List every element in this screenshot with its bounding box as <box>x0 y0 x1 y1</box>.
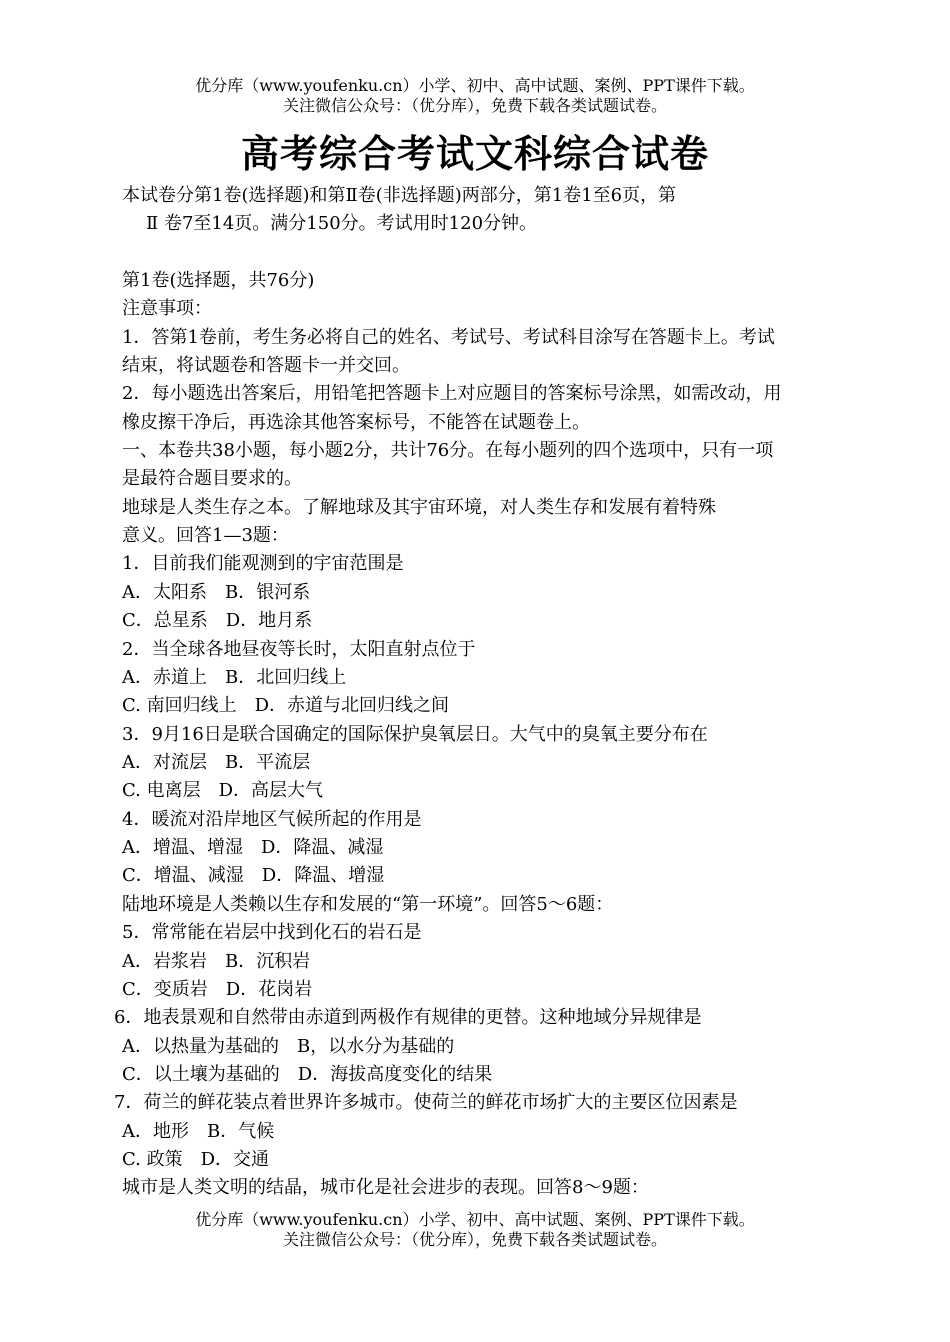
question-7: 7．荷兰的鲜花装点着世界许多城市。使荷兰的鲜花市场扩大的主要区位因素是 <box>114 1092 738 1113</box>
question-1-options-ab: A．太阳系 B．银河系 <box>122 582 311 603</box>
page-footer <box>0 1210 950 1250</box>
question-7-options-ab: A．地形 B．气候 <box>122 1121 275 1142</box>
part-1-line-1: 一、本卷共38小题，每小题2分，共计76分。在每小题列的四个选项中，只有一项 <box>122 440 774 461</box>
question-7-options-cd: C. 政策 D．交通 <box>122 1149 270 1170</box>
question-2-options-ab: A．赤道上 B．北回归线上 <box>122 667 347 688</box>
footer-line-1: 优分库（www.youfenku.cn）小学、初中、高中试题、案例、PPT课件下载。 <box>195 1210 755 1229</box>
question-2-options-cd: C. 南回归线上 D．赤道与北回归线之间 <box>122 695 450 716</box>
question-6-options-ab: A．以热量为基础的 B，以水分为基础的 <box>122 1036 455 1057</box>
footer-line-2: 关注微信公众号：（优分库），免费下载各类试题试卷。 <box>282 1230 667 1249</box>
question-4-options-1: A．增温、增湿 D．降温、减湿 <box>122 837 384 858</box>
question-5: 5．常常能在岩层中找到化石的岩石是 <box>122 922 422 943</box>
question-1-options-cd: C．总星系 D．地月系 <box>122 610 313 631</box>
question-4: 4．暖流对沿岸地区气候所起的作用是 <box>122 809 422 830</box>
passage-3: 城市是人类文明的结晶，城市化是社会进步的表现。回答8～9题： <box>122 1177 649 1198</box>
passage-1-line-1: 地球是人类生存之本。了解地球及其宇宙环境，对人类生存和发展有着特殊 <box>122 497 716 518</box>
question-6-options-cd: C．以土壤为基础的 D．海拔高度变化的结果 <box>122 1064 493 1085</box>
question-3: 3．9月16日是联合国确定的国际保护臭氧层日。大气中的臭氧主要分布在 <box>122 724 708 745</box>
question-3-options-ab: A．对流层 B．平流层 <box>122 752 311 773</box>
header-line-2: 关注微信公众号：（优分库），免费下载各类试题试卷。 <box>282 96 667 115</box>
question-6: 6．地表景观和自然带由赤道到两极作有规律的更替。这种地域分异规律是 <box>114 1007 702 1028</box>
question-5-options-ab: A．岩浆岩 B．沉积岩 <box>122 951 311 972</box>
notice-2-line-1: 2．每小题选出答案后，用铅笔把答题卡上对应题目的答案标号涂黑，如需改动，用 <box>122 383 782 404</box>
page-header <box>0 76 950 116</box>
question-2: 2．当全球各地昼夜等长时，太阳直射点位于 <box>122 639 476 660</box>
part-1-line-2: 是最符合题目要求的。 <box>122 468 302 489</box>
question-1: 1．目前我们能观测到的宇宙范围是 <box>122 553 404 574</box>
header-line-1: 优分库（www.youfenku.cn）小学、初中、高中试题、案例、PPT课件下载。 <box>195 76 755 95</box>
section-heading: 第1卷(选择题，共76分) <box>122 270 315 291</box>
notice-2-line-2: 橡皮擦干净后，再选涂其他答案标号，不能答在试题卷上。 <box>122 412 590 433</box>
passage-1-line-2: 意义。回答1—3题： <box>122 525 289 546</box>
intro-line-2: Ⅱ 卷7至14页。满分150分。考试用时120分钟。 <box>146 213 538 234</box>
passage-2: 陆地环境是人类赖以生存和发展的“第一环境”。回答5～6题： <box>122 894 614 915</box>
question-3-options-cd: C. 电离层 D．高层大气 <box>122 780 324 801</box>
notice-1-line-1: 1．答第1卷前，考生务必将自己的姓名、考试号、考试科目涂写在答题卡上。考试 <box>122 327 775 348</box>
question-4-options-2: C．增温、减湿 D．降温、增湿 <box>122 865 385 886</box>
notice-label: 注意事项： <box>122 298 212 319</box>
exam-title: 高考综合考试文科综合试卷 <box>240 131 709 176</box>
intro-line-1: 本试卷分第1卷(选择题)和第Ⅱ卷(非选择题)两部分，第1卷1至6页，第 <box>122 185 677 206</box>
question-5-options-cd: C．变质岩 D．花岗岩 <box>122 979 313 1000</box>
notice-1-line-2: 结束，将试题卷和答题卡一并交回。 <box>122 355 410 376</box>
